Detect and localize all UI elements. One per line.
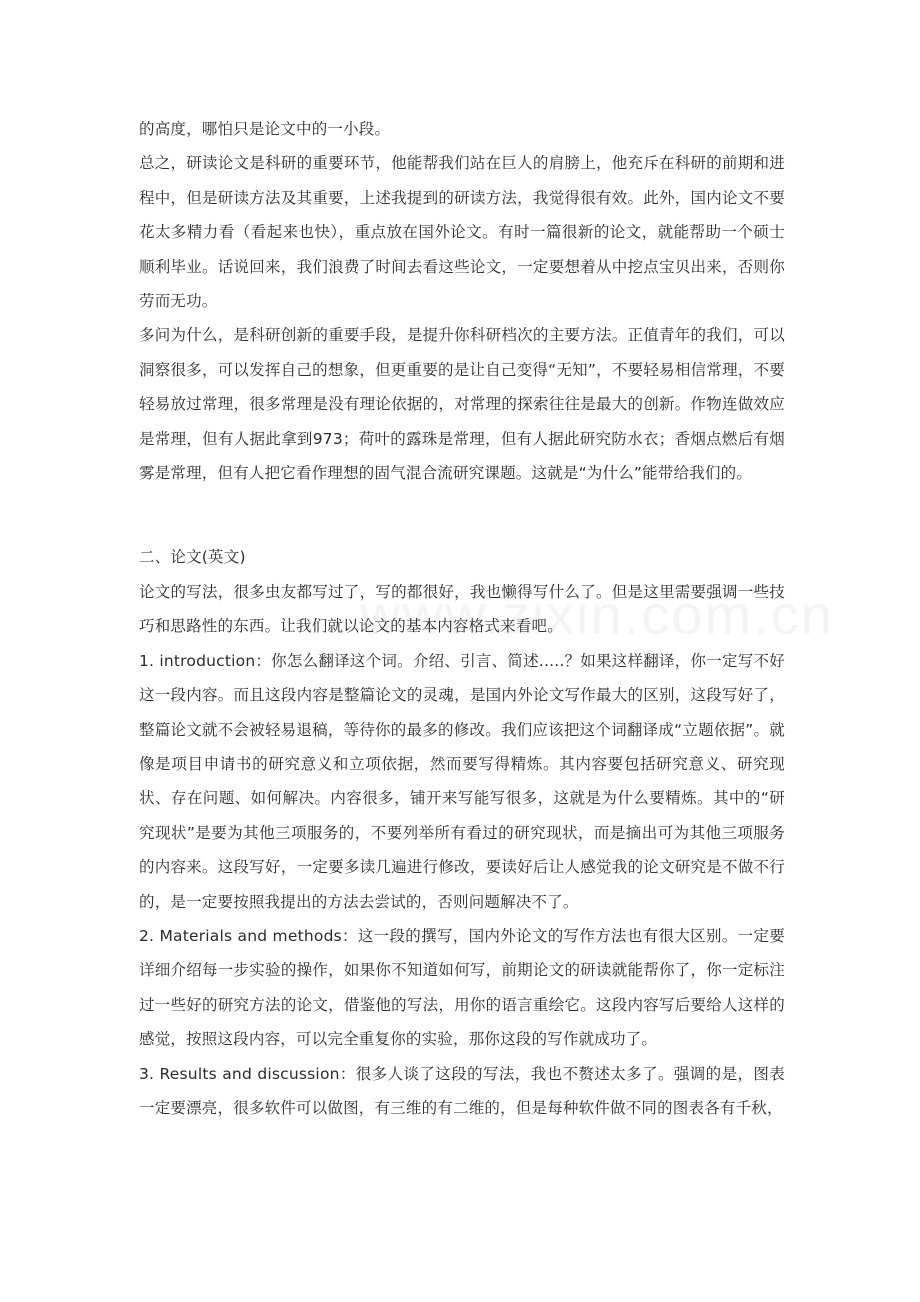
- paragraph-writing-intro: 论文的写法，很多虫友都写过了，写的都很好，我也懒得写什么了。但是这里需要强调一些技巧和思路性的东西。让我们就以论文的基本内容格式来看吧。: [139, 582, 785, 636]
- paragraph-intro-fragment: 的高度，哪怕只是论文中的一小段。: [139, 120, 391, 138]
- paragraph-results-discussion: 3. Results and discussion：很多人谈了这段的写法，我也不赘述太多了。强调的是，图表一定要漂亮，很多软件可以做图，有三维的有二维的，但是每种软件做不同的图表各有千秋，: [139, 1064, 785, 1117]
- section-heading: 二、论文(英文): [139, 548, 246, 567]
- section-spacer: [139, 490, 785, 540]
- paragraph-introduction: 1. introduction：你怎么翻译这个词。介绍、引言、简述.....？如果这样翻译，你一定写不好这一段内容。而且这段内容是整篇论文的灵魂，是国内外论文写作最大的区别，这段写好了，整篇论文就不会被轻易退稿，等待你的最多的修改。我们应该把这个词翻译成“立题依据”。就像是项目申请书的研究意义和立项依据，然而要写得精炼。其内容要包括研究意义、研究现状、存在问题、如何解决。内容很多，铺开来写能写很多，这就是为什么要精炼。其中的“研究现状”是要为其他三项服务的，不要列举所有看过的研究现状，而是摘出可为其他三项服务的内容来。这段写好，一定要多读几遍进行修改，要读好后让人感觉我的论文研究是不做不行的，是一定要按照我提出的方法去尝试的，否则问题解决不了。: [139, 651, 785, 911]
- paragraph-summary: 总之，研读论文是科研的重要环节，他能帮我们站在巨人的肩膀上，他充斥在科研的前期和进程中，但是研读方法及其重要，上述我提到的研读方法，我觉得很有效。此外，国内论文不要花太多精力看（看起来也快），重点放在国外论文。有时一篇很新的论文，就能帮助一个硕士顺利毕业。话说回来，我们浪费了时间去看这些论文，一定要想着从中挖点宝贝出来，否则你劳而无功。: [139, 154, 785, 311]
- paragraph-materials-methods: 2. Materials and methods：这一段的撰写，国内外论文的写作方法也有很大区别。一定要详细介绍每一步实验的操作，如果你不知道如何写，前期论文的研读就能帮你了，你一定标注过一些好的研究方法的论文，借鉴他的写法，用你的语言重绘它。这段内容写后要给人这样的感觉，按照这段内容，可以完全重复你的实验，那你这段的写作就成功了。: [139, 926, 785, 1049]
- document-body: [139, 112, 785, 1125]
- paragraph-ask-why: 多问为什么，是科研创新的重要手段，是提升你科研档次的主要方法。正值青年的我们，可以洞察很多，可以发挥自己的想象，但更重要的是让自己变得“无知”，不要轻易相信常理，不要轻易放过常理，很多常理是没有理论依据的，对常理的探索往往是最大的创新。作物连做效应是常理，但有人据此拿到973；荷叶的露珠是常理，但有人据此研究防水衣；香烟点燃后有烟雾是常理，但有人把它看作理想的固气混合流研究课题。这就是“为什么”能带给我们的。: [139, 326, 785, 483]
